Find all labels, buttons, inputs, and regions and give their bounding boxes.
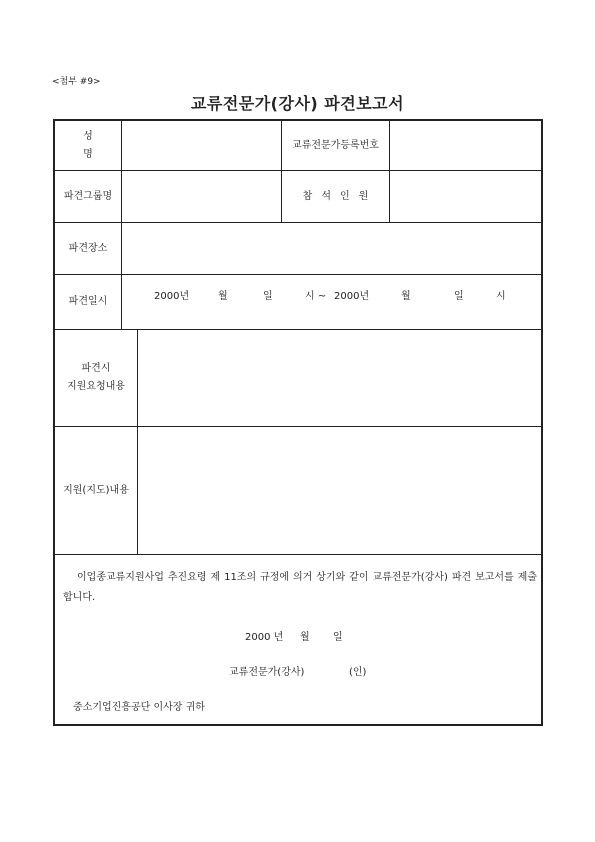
name-label: 성명 <box>83 130 121 160</box>
registration-number-field[interactable] <box>390 121 541 170</box>
group-name-field[interactable] <box>122 171 281 222</box>
name-field[interactable] <box>122 121 281 170</box>
end-day: 일 <box>454 290 464 302</box>
group-name-label: 파견그룹명 <box>63 190 113 202</box>
end-month: 월 <box>401 290 411 302</box>
start-time: 시 ~ <box>305 290 327 302</box>
dates-label: 파견일시 <box>68 296 108 307</box>
start-year: 2000년 <box>154 290 190 302</box>
submission-statement: 이업종교류지원사업 추진요령 제 11조의 규정에 의거 상기와 같이 교류전문가(강사) 파견 보고서를 제출합니다. <box>63 572 537 603</box>
attendees-label: 참석인원 <box>302 190 378 202</box>
support-request-field[interactable] <box>138 330 541 426</box>
support-request-label: 파견시 지원요청내용 <box>67 363 125 392</box>
support-content-label: 지원(지도)내용 <box>63 484 129 496</box>
row-divider <box>55 274 541 275</box>
recipient-line: 중소기업진흥공단 이사장 귀하 <box>73 702 205 713</box>
support-content-field[interactable] <box>138 427 541 554</box>
end-time: 시 <box>496 290 506 302</box>
attendees-field[interactable] <box>390 171 541 222</box>
dates-field[interactable] <box>122 281 541 307</box>
form-title: 교류전문가(강사) 파견보고서 <box>190 94 405 113</box>
end-year: 2000년 <box>334 290 370 302</box>
place-label: 파견장소 <box>68 242 108 254</box>
seal-mark: (인) <box>349 667 367 678</box>
start-month: 월 <box>218 290 228 302</box>
start-day: 일 <box>263 290 273 302</box>
place-field[interactable] <box>122 223 541 274</box>
row-divider <box>55 554 541 555</box>
signer-title: 교류전문가(강사) <box>229 667 305 678</box>
report-form: 성명 교류전문가등록번호 파견그룹명 참석인원 파견장소 파견일시 2000년 월 일 시 ~ 2000년 월 일 시 파견시 지원요청내용 지원(지도)내용 이업종교류지원사업 추진요령 제 11조의 규정에 의거 상기와 같이 교류전문가(강사) 파견 보고서를 제출합니다. 2000 년 월 일 교류전문가(강사) (인) 중소기업진흥공단 이사장 귀하 <box>53 119 543 726</box>
attachment-label: <첨부 #9> <box>52 77 101 87</box>
registration-number-label: 교류전문가등록번호 <box>292 139 379 151</box>
